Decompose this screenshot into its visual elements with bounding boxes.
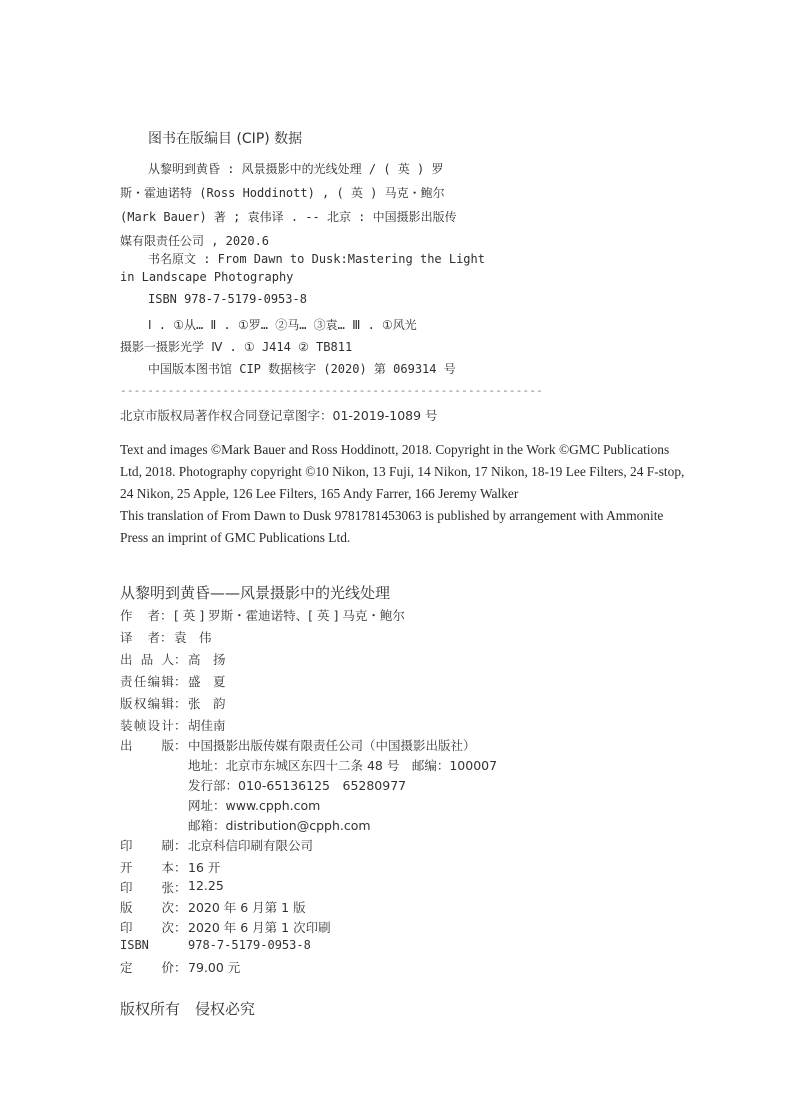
credit-label: 译者 [120,630,160,645]
credit-row-publisher: 出版 ： 中国摄影出版传媒有限责任公司（中国摄影出版社） [120,738,476,753]
publisher-address: 地址：北京市东城区东四十二条 48 号 邮编：100007 [188,758,498,773]
credit-label: 装帧设计 [120,718,174,733]
spec-label: ISBN [120,938,149,952]
credit-value: 高 扬 [188,652,226,667]
spec-row-format: 开本 ： 16 开 [120,860,221,875]
spec-row-printing: 印次 ： 2020 年 6 月第 1 次印刷 [120,920,331,935]
credit-row-producer: 出品人 ： 高 扬 [120,652,226,667]
credit-value: 袁 伟 [174,630,212,645]
spec-row-sheets: 印张 ： 12.25 [120,878,224,895]
copyright-line: Ltd, 2018. Photography copyright ©10 Nikon, 13 Fuji, 14 Nikon, 17 Nikon, 18-19 Lee Filters, 24 F-stop, [120,464,685,479]
spec-value: 79.00 元 [188,960,241,975]
spec-value: 2020 年 6 月第 1 版 [188,900,306,915]
spec-label: 定价 [120,960,174,975]
spec-label: 版次 [120,900,174,915]
copyright-line: This translation of From Dawn to Dusk 9781781453063 is published by arrangement with Ammonite [120,508,664,523]
credit-label: 作者 [120,608,160,623]
credit-label: 责任编辑 [120,674,174,689]
credit-row-author: 作者 ： [ 英 ] 罗斯・霍迪诺特、[ 英 ] 马克・鲍尔 [120,608,405,623]
credit-value: 盛 夏 [188,674,226,689]
spec-value: 978-7-5179-0953-8 [188,938,311,952]
cip-line: 中国版本图书馆 CIP 数据核字 (2020) 第 069314 号 [148,362,456,376]
book-title: 从黎明到黄昏——风景摄影中的光线处理 [120,584,391,602]
spec-value: 北京科信印刷有限公司 [188,838,314,853]
copyright-line: Press an imprint of GMC Publications Ltd. [120,530,351,545]
spec-value: 12.25 [188,878,224,893]
credit-value: 中国摄影出版传媒有限责任公司（中国摄影出版社） [188,738,476,753]
cip-line: Ⅰ . ①从… Ⅱ . ①罗… ②马… ③袁… Ⅲ . ①风光 [148,318,417,332]
cip-line: ISBN 978-7-5179-0953-8 [148,292,307,306]
cip-line: (Mark Bauer) 著 ; 袁伟译 . -- 北京 : 中国摄影出版传 [120,210,457,224]
dashed-separator: -------------------------------------------------------------- [120,384,543,397]
copyright-line: Text and images ©Mark Bauer and Ross Hoddinott, 2018. Copyright in the Work ©GMC Publications [120,442,670,457]
publisher-phone: 发行部：010-65136125 65280977 [188,778,407,793]
spec-label: 开本 [120,860,174,875]
credit-row-designer: 装帧设计 ： 胡佳南 [120,718,226,733]
spec-label: 印次 [120,920,174,935]
spec-label: 印刷 [120,838,174,853]
cip-heading: 图书在版编目 (CIP) 数据 [148,131,303,147]
spec-row-isbn [120,938,311,952]
spec-value: 2020 年 6 月第 1 次印刷 [188,920,331,935]
rights-reserved: 版权所有 侵权必究 [120,1000,256,1018]
cip-line: 从黎明到黄昏 : 风景摄影中的光线处理 / ( 英 ) 罗 [148,162,444,176]
credit-label: 出版 [120,738,174,753]
credit-row-editor: 责任编辑 ： 盛 夏 [120,674,226,689]
credit-value: 胡佳南 [188,718,226,733]
publisher-email: 邮箱：distribution@cpph.com [188,818,371,833]
cip-line: 媒有限责任公司 , 2020.6 [120,234,270,248]
spec-value: 16 开 [188,860,221,875]
credit-label: 出品人 [120,652,174,667]
spec-row-price: 定价 ： 79.00 元 [120,960,241,975]
publisher-website: 网址：www.cpph.com [188,798,321,813]
credit-row-rights-editor: 版权编辑 ： 张 韵 [120,696,226,711]
spec-label: 印张 [120,880,174,895]
copyright-registration: 北京市版权局著作权合同登记章图字：01-2019-1089 号 [120,408,438,423]
cip-line: 斯・霍迪诺特 (Ross Hoddinott) , ( 英 ) 马克・鲍尔 [120,186,445,200]
cip-line: in Landscape Photography [120,270,294,284]
copyright-line: 24 Nikon, 25 Apple, 126 Lee Filters, 165 Andy Farrer, 166 Jeremy Walker [120,486,519,501]
spec-row-edition: 版次 ： 2020 年 6 月第 1 版 [120,900,306,915]
credit-label: 版权编辑 [120,696,174,711]
credit-value: 张 韵 [188,696,226,711]
credit-row-translator: 译者 ： 袁 伟 [120,630,212,645]
credit-value: [ 英 ] 罗斯・霍迪诺特、[ 英 ] 马克・鲍尔 [174,608,405,623]
cip-line: 摄影一摄影光学 Ⅳ . ① J414 ② TB811 [120,340,353,354]
cip-line: 书名原文 : From Dawn to Dusk:Mastering the Light [148,252,485,266]
spec-row-printer: 印刷 ： 北京科信印刷有限公司 [120,838,314,853]
